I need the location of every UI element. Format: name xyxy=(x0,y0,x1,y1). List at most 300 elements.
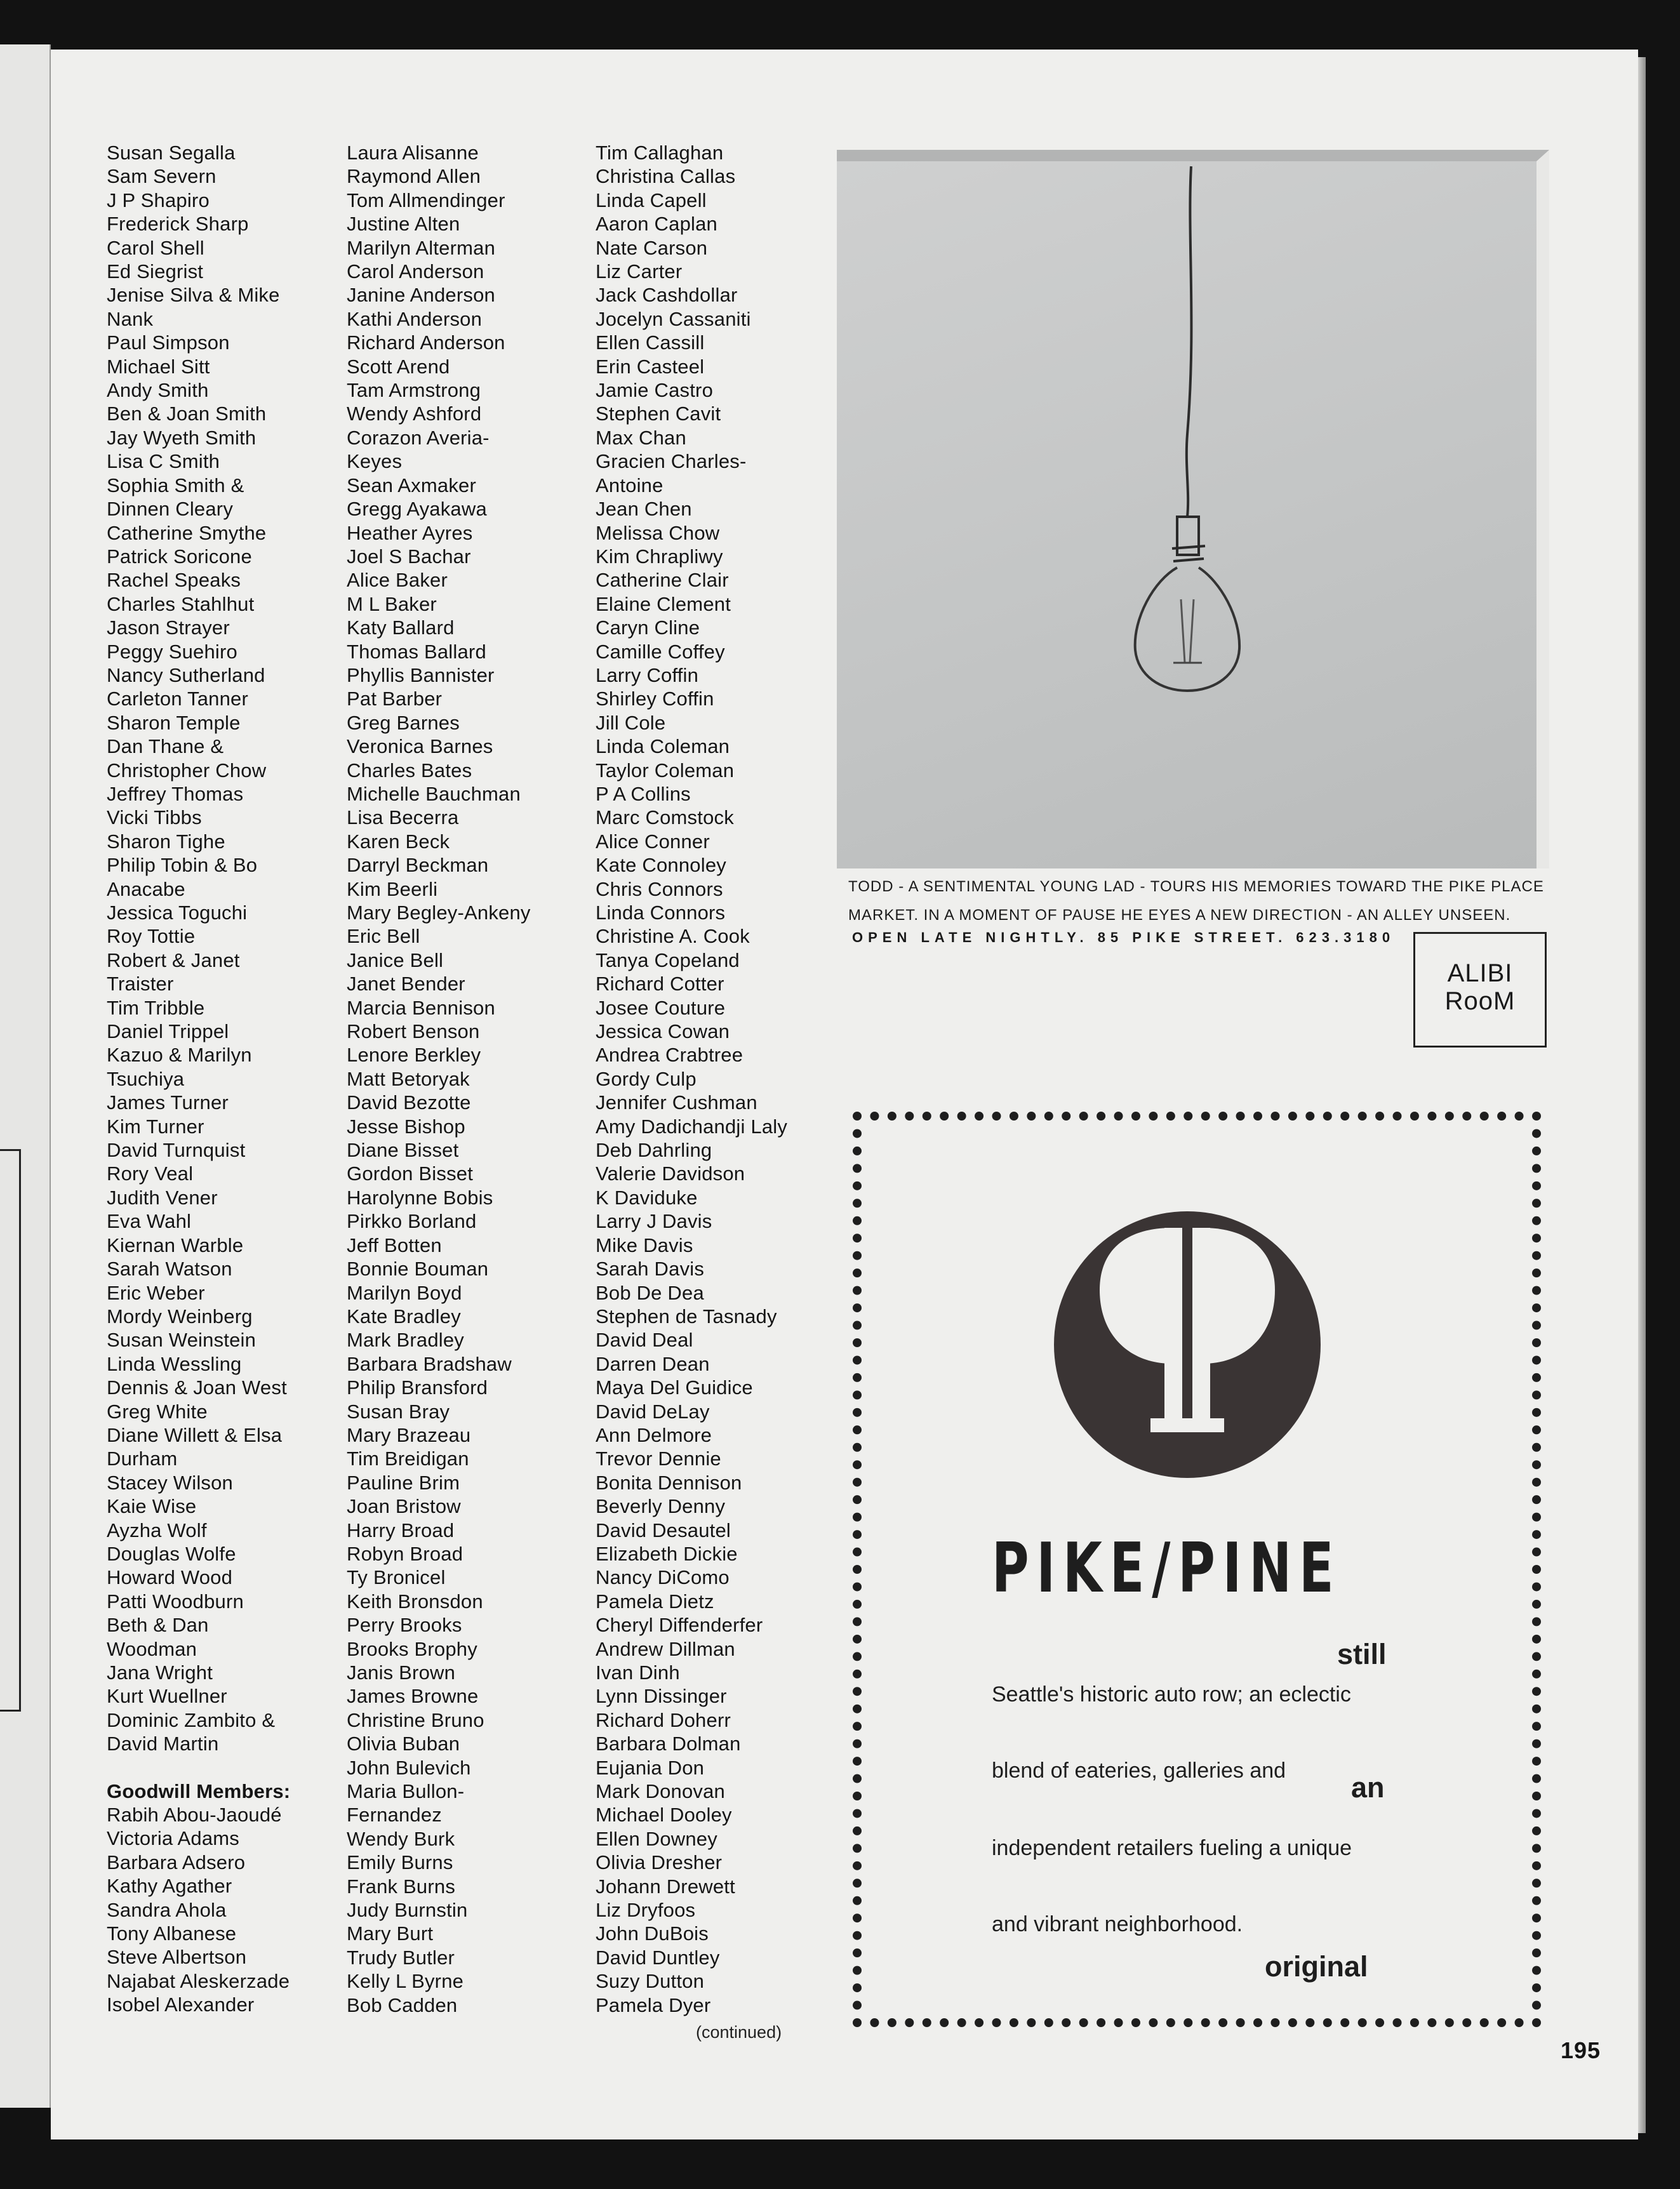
member-name: Tsuchiya xyxy=(107,1067,185,1090)
previous-page-edge xyxy=(0,44,51,2108)
member-name: Gracien Charles- xyxy=(596,450,747,473)
border-dot xyxy=(1532,1931,1541,1940)
names-column-1 xyxy=(107,141,290,2017)
member-name: Max Chan xyxy=(596,426,686,449)
border-dot xyxy=(1340,2018,1349,2027)
member-name: Taylor Coleman xyxy=(596,759,735,782)
member-name: Isobel Alexander xyxy=(107,1993,255,2016)
member-name: Charles Stahlhut xyxy=(107,592,255,615)
member-name: Bonnie Bouman xyxy=(347,1258,489,1281)
border-dot xyxy=(1532,1582,1541,1591)
border-dot xyxy=(1253,2018,1262,2027)
border-dot xyxy=(853,1913,862,1922)
member-name: Jill Cole xyxy=(596,711,666,734)
member-name: Pamela Dietz xyxy=(596,1590,714,1613)
border-dot xyxy=(1462,2018,1471,2027)
member-name: Camille Coffey xyxy=(596,640,725,663)
member-name: Tony Albanese xyxy=(107,1922,237,1945)
member-name: David Deal xyxy=(596,1329,693,1352)
border-dot xyxy=(853,1879,862,1887)
border-dot xyxy=(1375,2018,1384,2027)
member-name: Sean Axmaker xyxy=(347,474,477,496)
member-name: Jack Cashdollar xyxy=(596,284,738,307)
border-dot xyxy=(1027,2018,1036,2027)
member-name: Anacabe xyxy=(107,877,185,900)
member-name: Maria Bullon- xyxy=(347,1780,465,1803)
border-dot xyxy=(1497,2018,1506,2027)
border-dot xyxy=(1532,1861,1541,1870)
member-name: Sandra Ahola xyxy=(107,1898,227,1921)
member-name: Nank xyxy=(107,307,154,330)
ad-line-1: Seattle's historic auto row; an eclectic xyxy=(992,1682,1351,1707)
member-name: Ellen Downey xyxy=(596,1827,717,1850)
border-dot xyxy=(1532,1983,1541,1992)
border-dot xyxy=(888,2018,897,2027)
member-name: Marc Comstock xyxy=(596,806,734,829)
border-dot xyxy=(1532,1705,1541,1713)
member-name: Ben & Joan Smith xyxy=(107,403,267,425)
member-name: Laura Alisanne xyxy=(347,142,479,164)
member-name: Carleton Tanner xyxy=(107,688,249,710)
border-dot xyxy=(1445,2018,1454,2027)
border-dot xyxy=(853,1792,862,1800)
member-name: Linda Coleman xyxy=(596,735,730,758)
member-name: M L Baker xyxy=(347,592,437,615)
border-dot xyxy=(1010,2018,1018,2027)
border-dot xyxy=(1532,1757,1541,1766)
border-dot xyxy=(853,1774,862,1783)
member-name: Vicki Tibbs xyxy=(107,806,202,829)
member-name: Mary Begley-Ankeny xyxy=(347,902,531,924)
border-dot xyxy=(853,1565,862,1574)
member-name: Kathy Agather xyxy=(107,1875,232,1898)
member-name: Nate Carson xyxy=(596,236,708,259)
member-name: Richard Anderson xyxy=(347,331,505,354)
border-dot xyxy=(853,1966,862,1975)
member-name: Suzy Dutton xyxy=(596,1970,705,1993)
member-name: Jessica Toguchi xyxy=(107,902,248,924)
member-name: Steve Albertson xyxy=(107,1946,247,1969)
border-dot xyxy=(1532,2018,1541,2027)
member-name: Trudy Butler xyxy=(347,1946,455,1969)
member-name: Philip Bransford xyxy=(347,1376,488,1399)
border-dot xyxy=(1480,2018,1489,2027)
member-name: Cheryl Diffenderfer xyxy=(596,1614,763,1637)
border-dot xyxy=(905,2018,914,2027)
border-dot xyxy=(1236,2018,1245,2027)
member-name: Diane Bisset xyxy=(347,1139,459,1162)
member-name: Susan Bray xyxy=(347,1400,450,1423)
continued-note: (continued) xyxy=(696,2023,782,2042)
member-name: Dominic Zambito & xyxy=(107,1708,276,1731)
member-name: Mary Brazeau xyxy=(347,1423,471,1446)
member-name: Marilyn Alterman xyxy=(347,236,496,259)
border-dot xyxy=(853,1983,862,1992)
lightbulb-illustration xyxy=(837,161,1537,868)
member-name: Elizabeth Dickie xyxy=(596,1542,738,1565)
member-name: Matt Betoryak xyxy=(347,1067,470,1090)
member-name: Caryn Cline xyxy=(596,616,700,639)
member-name: Woodman xyxy=(107,1637,197,1660)
member-name: Trevor Dennie xyxy=(596,1447,721,1470)
member-name: Dinnen Cleary xyxy=(107,498,234,521)
member-name: Gregg Ayakawa xyxy=(347,498,487,521)
member-name: Janet Bender xyxy=(347,973,465,995)
member-name: Jeffrey Thomas xyxy=(107,782,244,805)
member-name: Liz Dryfoos xyxy=(596,1899,696,1922)
logo-line-2: RooM xyxy=(1444,987,1516,1015)
member-name: Michael Dooley xyxy=(596,1804,732,1826)
member-name: David Duntley xyxy=(596,1946,720,1969)
logo-line-1: ALIBI xyxy=(1447,959,1513,987)
member-name: Judy Burnstin xyxy=(347,1899,468,1922)
member-name: Jamie Castro xyxy=(596,379,714,402)
member-name: Wendy Ashford xyxy=(347,403,482,425)
member-name: Judith Vener xyxy=(107,1186,218,1209)
border-dot xyxy=(853,1582,862,1591)
member-name: Christopher Chow xyxy=(107,759,267,782)
member-name: Ty Bronicel xyxy=(347,1566,446,1589)
member-name: Linda Wessling xyxy=(107,1352,242,1375)
member-name: Susan Segalla xyxy=(107,142,236,164)
member-name: Karen Beck xyxy=(347,830,450,853)
member-name: Barbara Bradshaw xyxy=(347,1352,512,1375)
member-name: Eric Weber xyxy=(107,1281,205,1304)
member-name: Tanya Copeland xyxy=(596,948,740,971)
member-name: Ed Siegrist xyxy=(107,260,204,283)
member-name: Jennifer Cushman xyxy=(596,1091,757,1114)
member-name: Heather Ayres xyxy=(347,521,473,544)
member-name: Bonita Dennison xyxy=(596,1471,742,1494)
member-name: Catherine Clair xyxy=(596,569,729,592)
member-name: Victoria Adams xyxy=(107,1827,239,1850)
member-name: Sophia Smith & xyxy=(107,474,244,496)
border-dot xyxy=(853,1948,862,1957)
member-name: Darryl Beckman xyxy=(347,854,489,877)
member-name: Tim Breidigan xyxy=(347,1447,469,1470)
border-dot xyxy=(923,2018,931,2027)
border-dot xyxy=(853,1652,862,1661)
member-name: Marcia Bennison xyxy=(347,996,495,1019)
member-name: Rabih Abou-Jaoudé xyxy=(107,1804,282,1826)
member-name: James Turner xyxy=(107,1091,229,1114)
member-name: Kaie Wise xyxy=(107,1495,197,1518)
member-name: Stephen de Tasnady xyxy=(596,1305,777,1327)
member-name: Josee Couture xyxy=(596,996,726,1019)
member-name: Scott Arend xyxy=(347,355,450,378)
pike-pine-title: PIKE/PINE xyxy=(992,1529,1342,1608)
member-name: Melissa Chow xyxy=(596,521,720,544)
member-name: Ann Delmore xyxy=(596,1423,712,1446)
member-name: Pirkko Borland xyxy=(347,1210,477,1233)
member-name: Jason Strayer xyxy=(107,616,230,639)
border-dot xyxy=(853,1600,862,1609)
border-dot xyxy=(853,1635,862,1644)
member-name: Kim Beerli xyxy=(347,877,438,900)
member-name: Sharon Tighe xyxy=(107,830,225,853)
border-dot xyxy=(1532,1826,1541,1835)
member-name: Eric Bell xyxy=(347,925,420,948)
member-name: Jean Chen xyxy=(596,498,692,521)
member-name: Raymond Allen xyxy=(347,165,481,188)
member-name: Aaron Caplan xyxy=(596,213,717,236)
border-dot xyxy=(1097,2018,1105,2027)
member-name: Linda Connors xyxy=(596,902,726,924)
border-dot xyxy=(1079,2018,1088,2027)
member-name: Greg White xyxy=(107,1400,208,1423)
member-name: Paul Simpson xyxy=(107,331,230,354)
member-name: Tam Armstrong xyxy=(347,379,481,402)
member-name: Joel S Bachar xyxy=(347,545,471,568)
border-dot xyxy=(1305,2018,1314,2027)
member-name: Susan Weinstein xyxy=(107,1329,257,1352)
member-name: Nancy Sutherland xyxy=(107,663,265,686)
member-name: Greg Barnes xyxy=(347,711,460,734)
member-name: Kim Turner xyxy=(107,1115,204,1138)
member-name: Alice Conner xyxy=(596,830,710,853)
border-dot xyxy=(853,1757,862,1766)
member-name: Mary Burt xyxy=(347,1922,434,1945)
member-name: Darren Dean xyxy=(596,1352,710,1375)
member-name: Roy Tottie xyxy=(107,925,196,948)
member-name: Sarah Davis xyxy=(596,1258,705,1281)
border-dot xyxy=(853,2018,862,2027)
border-dot xyxy=(1532,2001,1541,2010)
member-name: Lisa Becerra xyxy=(347,806,459,829)
member-name: Larry J Davis xyxy=(596,1210,712,1233)
member-name: K Daviduke xyxy=(596,1186,698,1209)
member-name: Johann Drewett xyxy=(596,1875,735,1898)
border-dot xyxy=(1323,2018,1332,2027)
member-name: Kurt Wuellner xyxy=(107,1685,227,1708)
member-name: Brooks Brophy xyxy=(347,1637,477,1660)
border-dot xyxy=(1270,2018,1279,2027)
pike-pine-ad xyxy=(851,1110,1543,2029)
member-name: Carol Anderson xyxy=(347,260,484,283)
member-name: Thomas Ballard xyxy=(347,640,486,663)
border-dot xyxy=(1532,1792,1541,1800)
member-name: David DeLay xyxy=(596,1400,710,1423)
member-name: Stephen Cavit xyxy=(596,403,721,425)
member-name: Kathi Anderson xyxy=(347,307,483,330)
member-name: Mike Davis xyxy=(596,1234,693,1256)
border-dot xyxy=(1532,1740,1541,1748)
border-dot xyxy=(1532,1844,1541,1853)
page-edge xyxy=(1638,57,1646,2133)
border-dot xyxy=(1532,1879,1541,1887)
border-dot xyxy=(992,2018,1001,2027)
member-name: Richard Cotter xyxy=(596,973,724,995)
member-name: Bob Cadden xyxy=(347,1993,458,2016)
border-dot xyxy=(1532,1913,1541,1922)
border-dot xyxy=(1532,1670,1541,1679)
border-dot xyxy=(957,2018,966,2027)
member-name: Olivia Dresher xyxy=(596,1851,723,1874)
member-name: Valerie Davidson xyxy=(596,1162,745,1185)
alibi-caption xyxy=(848,872,1553,929)
member-name: Howard Wood xyxy=(107,1566,233,1589)
alibi-room-logo xyxy=(1413,932,1547,1048)
border-dot xyxy=(1393,2018,1402,2027)
member-name: Christina Callas xyxy=(596,165,736,188)
member-name: Andy Smith xyxy=(107,379,209,402)
member-name: Ellen Cassill xyxy=(596,331,705,354)
member-name: Jessica Cowan xyxy=(596,1020,730,1043)
member-name: Tom Allmendinger xyxy=(347,189,505,211)
border-dot xyxy=(853,1861,862,1870)
member-name: Durham xyxy=(107,1447,178,1470)
border-dot xyxy=(1358,2018,1367,2027)
member-name: Robyn Broad xyxy=(347,1542,463,1565)
border-dot xyxy=(853,1896,862,1905)
member-name: Patrick Soricone xyxy=(107,545,252,568)
member-name: David Martin xyxy=(107,1733,219,1755)
member-name: Frank Burns xyxy=(347,1875,456,1898)
ad-line-2: blend of eateries, galleries and xyxy=(992,1759,1286,1783)
member-name: Shirley Coffin xyxy=(596,688,714,710)
member-name: Ivan Dinh xyxy=(596,1661,680,1684)
border-dot xyxy=(1427,2018,1436,2027)
member-name: Dan Thane & xyxy=(107,735,224,758)
member-name: Philip Tobin & Bo xyxy=(107,854,258,877)
member-name: Justine Alten xyxy=(347,213,460,236)
member-name: Mordy Weinberg xyxy=(107,1305,253,1327)
member-name: Mark Donovan xyxy=(596,1780,725,1803)
member-name: Eva Wahl xyxy=(107,1210,192,1233)
border-dot xyxy=(853,1722,862,1731)
member-name: Gordon Bisset xyxy=(347,1162,474,1185)
member-name: Stacey Wilson xyxy=(107,1471,233,1494)
member-name: Keith Bronsdon xyxy=(347,1590,483,1613)
border-dot xyxy=(940,2018,949,2027)
member-name: David Desautel xyxy=(596,1519,731,1541)
alibi-address: OPEN LATE NIGHTLY. 85 PIKE STREET. 623.3180 xyxy=(852,929,1396,945)
member-name: Lenore Berkley xyxy=(347,1044,481,1067)
member-name: Christine A. Cook xyxy=(596,925,750,948)
member-name: Sarah Watson xyxy=(107,1258,232,1281)
border-dot xyxy=(1532,1722,1541,1731)
border-dot xyxy=(1515,2018,1524,2027)
member-name: Jay Wyeth Smith xyxy=(107,426,257,449)
member-name: Jenise Silva & Mike xyxy=(107,284,280,307)
previous-page-box xyxy=(0,1149,21,1712)
member-name: Kelly L Byrne xyxy=(347,1970,464,1993)
member-name: Kim Chrapliwy xyxy=(596,545,723,568)
border-dot xyxy=(1532,1600,1541,1609)
member-name: Keyes xyxy=(347,450,403,473)
member-name: Pauline Brim xyxy=(347,1471,460,1494)
border-dot xyxy=(853,1617,862,1626)
member-name: Katy Ballard xyxy=(347,616,455,639)
member-name: Lisa C Smith xyxy=(107,450,220,473)
member-name: Rachel Speaks xyxy=(107,569,241,592)
member-name: Patti Woodburn xyxy=(107,1590,244,1613)
member-name: Kiernan Warble xyxy=(107,1234,244,1256)
member-name: Christine Bruno xyxy=(347,1708,484,1731)
border-dot xyxy=(975,2018,983,2027)
member-name: Emily Burns xyxy=(347,1851,453,1874)
member-name: Peggy Suehiro xyxy=(107,640,237,663)
border-dot xyxy=(1149,2018,1157,2027)
border-dot xyxy=(853,1809,862,1818)
member-name: Perry Brooks xyxy=(347,1614,462,1637)
member-name: Gordy Culp xyxy=(596,1067,697,1090)
border-dot xyxy=(1532,1896,1541,1905)
member-name: Sam Severn xyxy=(107,165,217,188)
member-name: Kate Bradley xyxy=(347,1305,461,1327)
member-name: Pat Barber xyxy=(347,688,443,710)
border-dot xyxy=(1166,2018,1175,2027)
pp-logo-icon xyxy=(851,1110,1543,1554)
member-name: Eujania Don xyxy=(596,1756,705,1779)
member-name: Janice Bell xyxy=(347,948,444,971)
member-name: Dennis & Joan West xyxy=(107,1376,287,1399)
border-dot xyxy=(1062,2018,1070,2027)
border-dot xyxy=(1044,2018,1053,2027)
member-name: Kate Connoley xyxy=(596,854,726,877)
member-name: Veronica Barnes xyxy=(347,735,493,758)
border-dot xyxy=(853,1826,862,1835)
member-name: Andrea Crabtree xyxy=(596,1044,743,1067)
names-column-2 xyxy=(347,141,531,2017)
member-name: Traister xyxy=(107,973,174,995)
member-name: Phyllis Bannister xyxy=(347,663,495,686)
border-dot xyxy=(853,1740,862,1748)
member-name: Michael Sitt xyxy=(107,355,210,378)
border-dot xyxy=(853,1670,862,1679)
border-dot xyxy=(1532,1635,1541,1644)
member-name: Nancy DiComo xyxy=(596,1566,730,1589)
member-name: Elaine Clement xyxy=(596,592,731,615)
border-dot xyxy=(1131,2018,1140,2027)
names-column-3 xyxy=(596,141,787,2017)
border-dot xyxy=(1532,1652,1541,1661)
border-dot xyxy=(1532,1809,1541,1818)
border-dot xyxy=(1532,1565,1541,1574)
member-name: Daniel Trippel xyxy=(107,1020,229,1043)
border-dot xyxy=(1532,1948,1541,1957)
member-name: Corazon Averia- xyxy=(347,426,490,449)
word-original: original xyxy=(1265,1950,1368,1983)
member-name: Jeff Botten xyxy=(347,1234,442,1256)
member-name: Jana Wright xyxy=(107,1661,213,1684)
member-name: Larry Coffin xyxy=(596,663,699,686)
member-name: Richard Doherr xyxy=(596,1708,731,1731)
member-name: John Bulevich xyxy=(347,1756,471,1779)
member-name: James Browne xyxy=(347,1685,479,1708)
border-dot xyxy=(853,1687,862,1696)
caption-line-2: MARKET. IN A MOMENT OF PAUSE HE EYES A NEW DIRECTION - AN ALLEY UNSEEN. xyxy=(848,907,1511,924)
member-name: Deb Dahrling xyxy=(596,1139,712,1162)
ad-line-3: independent retailers fueling a unique xyxy=(992,1836,1352,1860)
member-name: Sharon Temple xyxy=(107,711,241,734)
border-dot xyxy=(1532,1617,1541,1626)
member-name: Linda Capell xyxy=(596,189,707,211)
member-name: Michelle Bauchman xyxy=(347,782,521,805)
border-dot xyxy=(1532,1966,1541,1975)
word-an: an xyxy=(1351,1771,1385,1804)
member-name: Harolynne Bobis xyxy=(347,1186,493,1209)
member-name: Wendy Burk xyxy=(347,1827,455,1850)
member-name: Liz Carter xyxy=(596,260,683,283)
border-dot xyxy=(1114,2018,1123,2027)
member-name: Tim Callaghan xyxy=(596,142,724,164)
member-name: Alice Baker xyxy=(347,569,448,592)
member-name: Joan Bristow xyxy=(347,1495,461,1518)
lightbulb-photo xyxy=(837,150,1549,868)
member-name: Beverly Denny xyxy=(596,1495,726,1518)
member-name: Maya Del Guidice xyxy=(596,1376,753,1399)
